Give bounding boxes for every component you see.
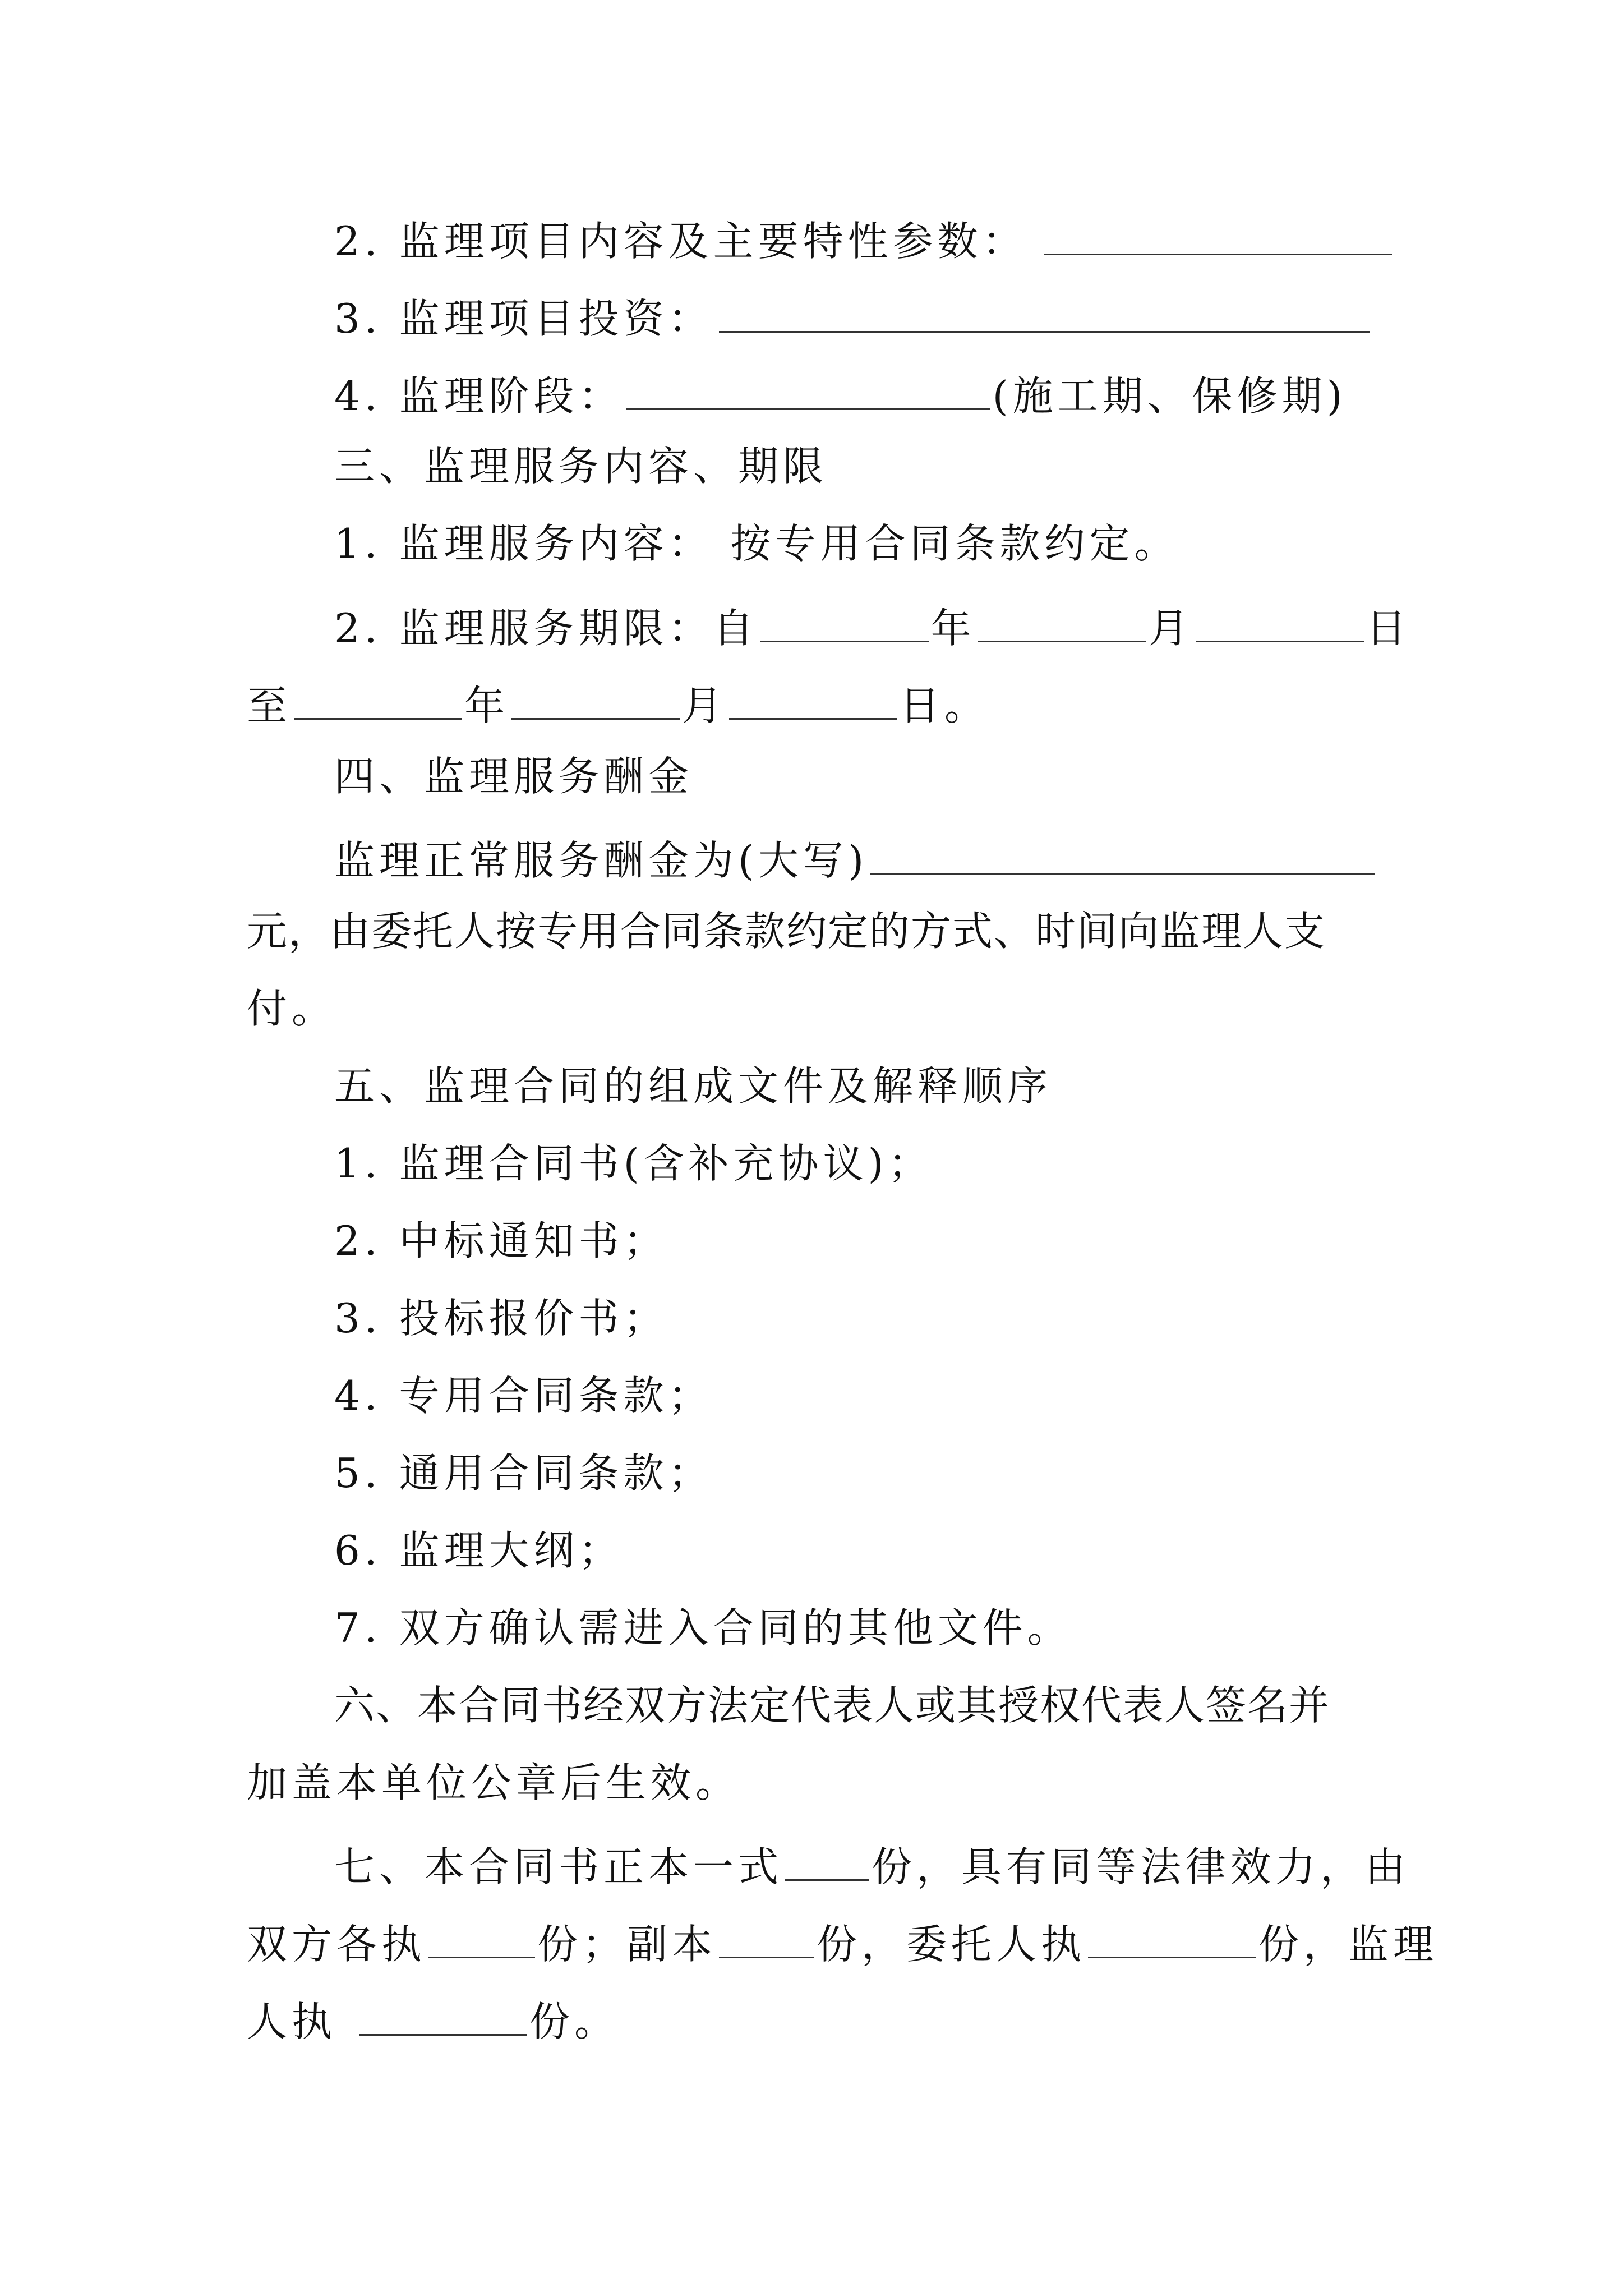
- project-investment-label: 3. 监理项目投资：: [334, 295, 713, 342]
- duplicate-label: 份；副本: [537, 1921, 717, 1968]
- original-copies-blank[interactable]: [785, 1840, 869, 1881]
- doc-item-2-text: 2. 中标通知书；: [334, 1217, 668, 1264]
- doc-item-6-text: 6. 监理大纲；: [334, 1527, 624, 1574]
- supervisor-holds-label: 人执: [247, 1998, 337, 2045]
- supervision-stage-note: (施工期、保修期): [992, 372, 1347, 420]
- item-supervision-stage: [0, 369, 1623, 425]
- section-5-title: 五、监理合同的组成文件及解释顺序: [334, 1062, 1053, 1110]
- doc-item-7: [0, 1604, 1623, 1664]
- item-service-content: [0, 520, 1623, 579]
- start-day-blank[interactable]: [1196, 601, 1364, 642]
- section-4-heading: [0, 753, 1623, 812]
- supervisor-copies-blank[interactable]: [359, 1995, 527, 2036]
- doc-item-1-text: 1. 监理合同书(含补充协议)；: [334, 1140, 933, 1187]
- section-4-title: 四、监理服务酬金: [334, 753, 694, 800]
- section-7-line-1: [0, 1840, 1623, 1896]
- start-year-unit: 年: [930, 605, 976, 652]
- section-3-title: 三、监理服务内容、期限: [334, 443, 828, 490]
- end-day-unit: 日。: [900, 682, 990, 729]
- project-content-blank[interactable]: [1044, 214, 1392, 255]
- end-year-blank[interactable]: [294, 679, 462, 720]
- doc-item-3: [0, 1295, 1623, 1354]
- section-5-heading: [0, 1062, 1623, 1122]
- service-period-to: 至: [247, 682, 292, 729]
- doc-item-6: [0, 1527, 1623, 1586]
- doc-item-2: [0, 1217, 1623, 1277]
- section-6-text-2: 加盖本单位公章后生效。: [247, 1759, 741, 1806]
- item-remuneration: [0, 834, 1623, 890]
- item-service-period-end: [0, 679, 1623, 735]
- section-3-heading: [0, 443, 1623, 502]
- start-year-blank[interactable]: [760, 601, 929, 642]
- doc-item-4: [0, 1372, 1623, 1432]
- doc-item-4-text: 4. 专用合同条款；: [334, 1372, 713, 1419]
- doc-item-1: [0, 1140, 1623, 1199]
- remuneration-text-line-2: [0, 908, 1623, 967]
- section-7-text-b: 份，具有同等法律效力，由: [872, 1843, 1410, 1890]
- project-content-label: 2. 监理项目内容及主要特性参数：: [334, 218, 1027, 265]
- item-project-investment: [0, 292, 1623, 348]
- client-holds-label: 份，委托人执: [817, 1921, 1086, 1968]
- supervision-stage-label: 4. 监理阶段：: [334, 372, 624, 420]
- item-service-period: [0, 601, 1623, 657]
- remuneration-text-2: 元，由委托人按专用合同条款约定的方式、时间向监理人支: [247, 908, 1326, 955]
- each-party-copies-blank[interactable]: [428, 1917, 535, 1958]
- doc-item-5: [0, 1450, 1623, 1509]
- remuneration-label: 监理正常服务酬金为(大写): [334, 837, 869, 884]
- section-7-line-2: [0, 1917, 1623, 1973]
- section-7-text-a: 七、本合同书正本一式: [334, 1843, 783, 1890]
- end-year-unit: 年: [464, 682, 510, 729]
- service-period-label: 2. 监理服务期限：自: [334, 605, 758, 652]
- end-month-unit: 月: [682, 682, 727, 729]
- doc-item-7-text: 7. 双方确认需进入合同的其他文件。: [334, 1604, 1072, 1651]
- supervisor-label: 份，监理: [1258, 1921, 1438, 1968]
- section-6-line-2: [0, 1759, 1623, 1819]
- doc-item-3-text: 3. 投标报价书；: [334, 1295, 668, 1342]
- remuneration-text-line-3: [0, 985, 1623, 1045]
- start-month-blank[interactable]: [978, 601, 1146, 642]
- remuneration-amount-blank[interactable]: [870, 834, 1375, 875]
- section-6-text-1: 六、本合同书经双方法定代表人或其授权代表人签名并: [334, 1682, 1331, 1729]
- client-copies-blank[interactable]: [1088, 1917, 1256, 1958]
- supervisor-copies-unit: 份。: [529, 1998, 620, 2045]
- supervision-stage-blank[interactable]: [626, 369, 990, 410]
- end-month-blank[interactable]: [511, 679, 680, 720]
- remuneration-text-3: 付。: [247, 985, 337, 1032]
- project-investment-blank[interactable]: [719, 292, 1370, 333]
- start-day-unit: 日: [1366, 605, 1411, 652]
- start-month-unit: 月: [1148, 605, 1193, 652]
- item-project-content: [0, 214, 1623, 270]
- doc-item-5-text: 5. 通用合同条款；: [334, 1450, 713, 1497]
- service-content-text: 1. 监理服务内容： 按专用合同条款约定。: [334, 520, 1179, 567]
- end-day-blank[interactable]: [729, 679, 897, 720]
- section-6-line-1: [0, 1682, 1623, 1741]
- section-7-line-3: [0, 1995, 1623, 2051]
- duplicate-copies-blank[interactable]: [719, 1917, 814, 1958]
- each-party-label: 双方各执: [247, 1921, 427, 1968]
